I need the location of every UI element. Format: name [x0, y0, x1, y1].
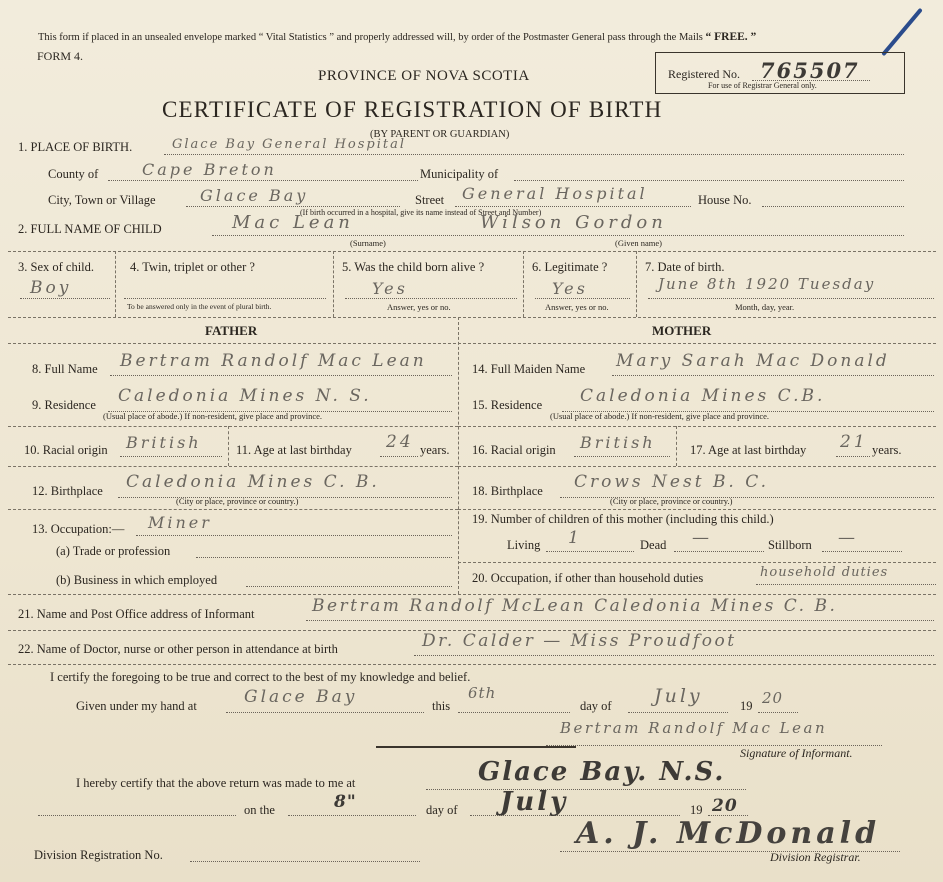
legitimate-label: 6. Legitimate ? [532, 260, 608, 274]
hospital-note: (If birth occurred in a hospital, give its name instead of Street and Number) [300, 208, 542, 217]
division-registrar-label: Division Registrar. [770, 850, 861, 864]
surname-note: (Surname) [350, 238, 386, 248]
given-label: Given under my hand at [76, 699, 197, 713]
registrar-month: July [500, 787, 569, 817]
mother-residence-value: Caledonia Mines C.B. [580, 386, 826, 406]
mother-occupation-value: household duties [760, 565, 889, 580]
given-day: 6th [468, 684, 497, 702]
registered-label: Registered No. [668, 67, 740, 81]
city-value: Glace Bay [200, 186, 309, 205]
father-race-value: British [126, 433, 202, 452]
dead-value: — [692, 528, 710, 548]
legitimate-value: Yes [552, 279, 588, 298]
father-name-value: Bertram Randolf Mac Lean [120, 351, 427, 371]
given-note: (Given name) [615, 238, 662, 248]
place-label: 1. PLACE OF BIRTH. [18, 140, 133, 154]
father-age-value: 24 [386, 432, 414, 452]
father-birthplace-value: Caledonia Mines C. B. [126, 472, 380, 492]
given-year-prefix: 19 [740, 699, 753, 713]
registrar-signature: A. J. McDonald [576, 816, 881, 851]
twin-note: To be answered only in the event of plural birth. [127, 302, 272, 311]
registrar-year: 20 [712, 796, 738, 816]
mother-race-value: British [580, 433, 656, 452]
registrar-place: Glace Bay. N.S. [478, 757, 726, 787]
province-heading: PROVINCE OF NOVA SCOTIA [318, 68, 530, 84]
informant-label: 21. Name and Post Office address of Informant [18, 607, 255, 621]
father-race-label: 10. Racial origin [24, 443, 108, 457]
child-name-label: 2. FULL NAME OF CHILD [18, 222, 162, 236]
father-occupation-value: Miner [148, 513, 212, 532]
father-residence-label: 9. Residence [32, 398, 96, 412]
mother-race-label: 16. Racial origin [472, 443, 556, 457]
birth-date-note: Month, day, year. [735, 302, 795, 312]
child-surname: Mac Lean [232, 212, 354, 233]
place-value: Glace Bay General Hospital [172, 137, 407, 152]
father-birthplace-label: 12. Birthplace [32, 484, 103, 498]
registrar-use-note: For use of Registrar General only. [708, 81, 817, 90]
mother-heading: MOTHER [652, 323, 712, 338]
children-count-label: 19. Number of children of this mother (including this child.) [472, 512, 774, 526]
registrar-text: I hereby certify that the above return was made to me at [76, 776, 356, 790]
house-label: House No. [698, 193, 752, 207]
ink-mark [881, 8, 923, 57]
stillborn-value: — [838, 528, 856, 548]
postal-notice: This form if placed in an unsealed envelope marked “ Vital Statistics ” and properly addressed will, by order of the Postmaster General pass through the Mails “ FREE. ” [38, 31, 757, 43]
father-residence-value: Caledonia Mines N. S. [118, 386, 372, 406]
father-heading: FATHER [205, 323, 258, 338]
sex-label: 3. Sex of child. [18, 260, 95, 274]
business-label: (b) Business in which employed [56, 573, 218, 587]
informant-value: Bertram Randolf McLean Caledonia Mines C. B. [312, 596, 838, 616]
child-given-name: Wilson Gordon [480, 212, 667, 233]
city-label: City, Town or Village [48, 193, 156, 207]
father-years: years. [420, 443, 450, 457]
mother-residence-note: (Usual place of abode.) If non-resident, give place and province. [550, 411, 770, 421]
this-label: this [432, 699, 451, 713]
mother-name-label: 14. Full Maiden Name [472, 362, 586, 376]
mother-birthplace-note: (City or place, province or country.) [610, 496, 733, 506]
father-age-label: 11. Age at last birthday [236, 443, 352, 457]
informant-signature: Bertram Randolf Mac Lean [560, 719, 828, 737]
certificate-title: CERTIFICATE OF REGISTRATION OF BIRTH [162, 97, 663, 122]
mother-occupation-label: 20. Occupation, if other than household duties [472, 571, 704, 585]
registrar-day: 8" [334, 792, 357, 812]
mother-birthplace-label: 18. Birthplace [472, 484, 543, 498]
birth-date-label: 7. Date of birth. [645, 260, 725, 274]
trade-label: (a) Trade or profession [56, 544, 171, 558]
mother-age-label: 17. Age at last birthday [690, 443, 807, 457]
living-label: Living [507, 538, 541, 552]
dead-label: Dead [640, 538, 667, 552]
alive-note: Answer, yes or no. [387, 302, 451, 312]
given-year: 20 [762, 689, 784, 707]
registrar-dayof-label: day of [426, 803, 458, 817]
given-dayof-label: day of [580, 699, 612, 713]
father-birthplace-note: (City or place, province or country.) [176, 496, 299, 506]
form-number: FORM 4. [37, 49, 84, 63]
division-no-label: Division Registration No. [34, 848, 163, 862]
twin-label: 4. Twin, triplet or other ? [130, 260, 255, 274]
free-notice: “ FREE. ” [705, 31, 757, 43]
father-name-label: 8. Full Name [32, 362, 98, 376]
alive-value: Yes [372, 279, 408, 298]
doctor-label: 22. Name of Doctor, nurse or other person in attendance at birth [18, 642, 338, 656]
given-month: July [654, 685, 703, 707]
given-place: Glace Bay [244, 687, 358, 707]
street-label: Street [415, 193, 445, 207]
municipality-label: Municipality of [420, 167, 499, 181]
mother-name-value: Mary Sarah Mac Donald [616, 351, 890, 371]
living-value: 1 [568, 528, 580, 548]
certify-text: I certify the foregoing to be true and correct to the best of my knowledge and belief. [50, 670, 471, 684]
mother-years: years. [872, 443, 902, 457]
county-label: County of [48, 167, 99, 181]
street-value: General Hospital [462, 184, 648, 203]
father-occupation-label: 13. Occupation:— [32, 522, 125, 536]
mother-residence-label: 15. Residence [472, 398, 543, 412]
legitimate-note: Answer, yes or no. [545, 302, 609, 312]
doctor-value: Dr. Calder — Miss Proudfoot [422, 631, 737, 651]
registrar-year-prefix: 19 [690, 803, 703, 817]
father-residence-note: (Usual place of abode.) If non-resident, give place and province. [103, 411, 323, 421]
county-value: Cape Breton [142, 160, 277, 179]
birth-date-value: June 8th 1920 Tuesday [658, 275, 876, 293]
sex-value: Boy [30, 278, 72, 298]
on-label: on the [244, 803, 275, 817]
mother-age-value: 21 [840, 432, 868, 452]
certificate-subtitle: (BY PARENT OR GUARDIAN) [370, 129, 510, 140]
mother-birthplace-value: Crows Nest B. C. [574, 472, 770, 492]
stillborn-label: Stillborn [768, 538, 812, 552]
alive-label: 5. Was the child born alive ? [342, 260, 485, 274]
signature-label: Signature of Informant. [740, 746, 853, 760]
registered-number: 765507 [760, 58, 860, 83]
